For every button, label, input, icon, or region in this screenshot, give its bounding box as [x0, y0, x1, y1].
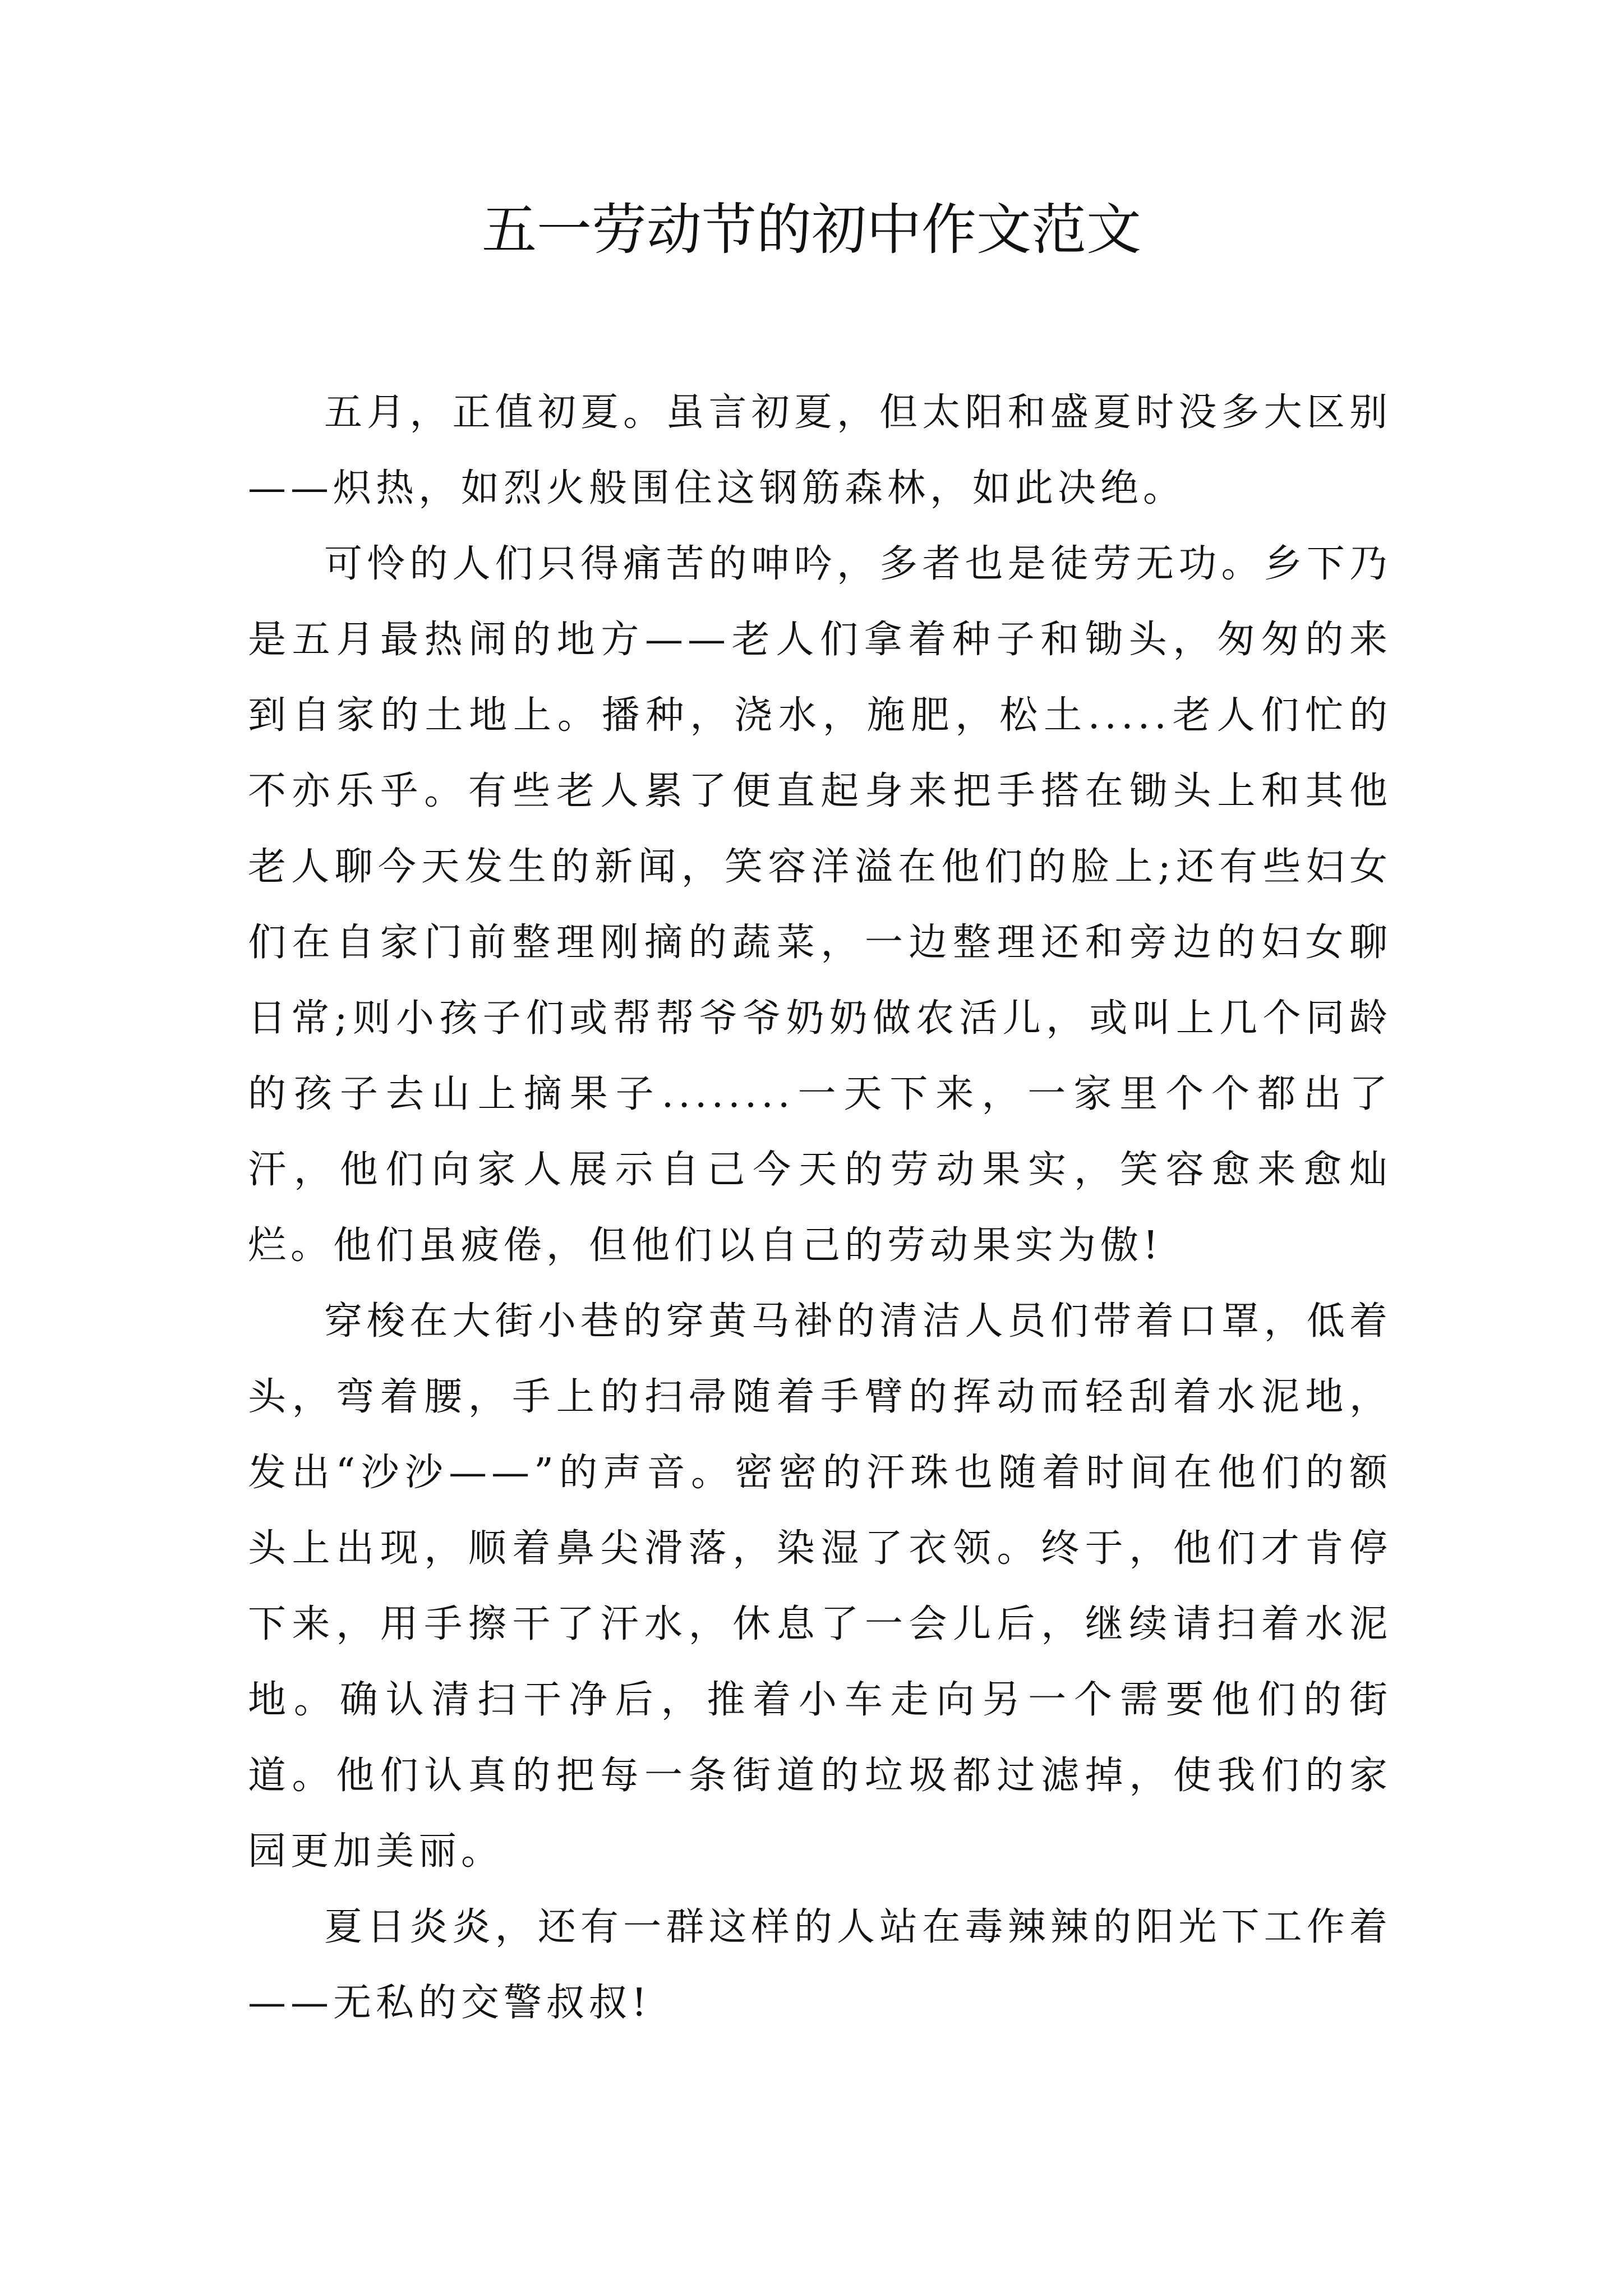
paragraph-2: 可怜的人们只得痛苦的呻吟，多者也是徒劳无功。乡下乃是五月最热闹的地方——老人们拿着种子和锄头，匆匆的来到自家的土地上。播种，浇水，施肥，松土.....老人们忙的不亦乐乎。有些老人累了便直起身来把手搭在锄头上和其他老人聊今天发生的新闻，笑容洋溢在他们的脸上;还有些妇女们在自家门前整理刚摘的蔬菜，一边整理还和旁边的妇女聊日常;则小孩子们或帮帮爷爷奶奶做农活儿，或叫上几个同龄的孩子去山上摘果子........一天下来，一家里个个都出了汗，他们向家人展示自己今天的劳动果实，笑容愈来愈灿烂。他们虽疲倦，但他们以自己的劳动果实为傲! [248, 542, 1392, 1268]
paragraph-3: 穿梭在大街小巷的穿黄马褂的清洁人员们带着口罩，低着头，弯着腰，手上的扫帚随着手臂的挥动而轻刮着水泥地，发出“沙沙——”的声音。密密的汗珠也随着时间在他们的额头上出现，顺着鼻尖滑落，染湿了衣领。终于，他们才肯停下来，用手擦干了汗水，休息了一会儿后，继续请扫着水泥地。确认清扫干净后，推着小车走向另一个需要他们的街道。他们认真的把每一条街道的垃圾都过滤掉，使我们的家园更加美丽。 [248, 1299, 1392, 1874]
paragraph-4: 夏日炎炎，还有一群这样的人站在毒辣辣的阳光下工作着——无私的交警叔叔! [248, 1905, 1392, 2025]
document-body [248, 375, 1392, 2041]
document-title: 五一劳动节的初中作文范文 [481, 198, 1141, 262]
paragraph-1: 五月，正值初夏。虽言初夏，但太阳和盛夏时没多大区别——炽热，如烈火般围住这钢筋森林，如此决绝。 [248, 390, 1392, 510]
